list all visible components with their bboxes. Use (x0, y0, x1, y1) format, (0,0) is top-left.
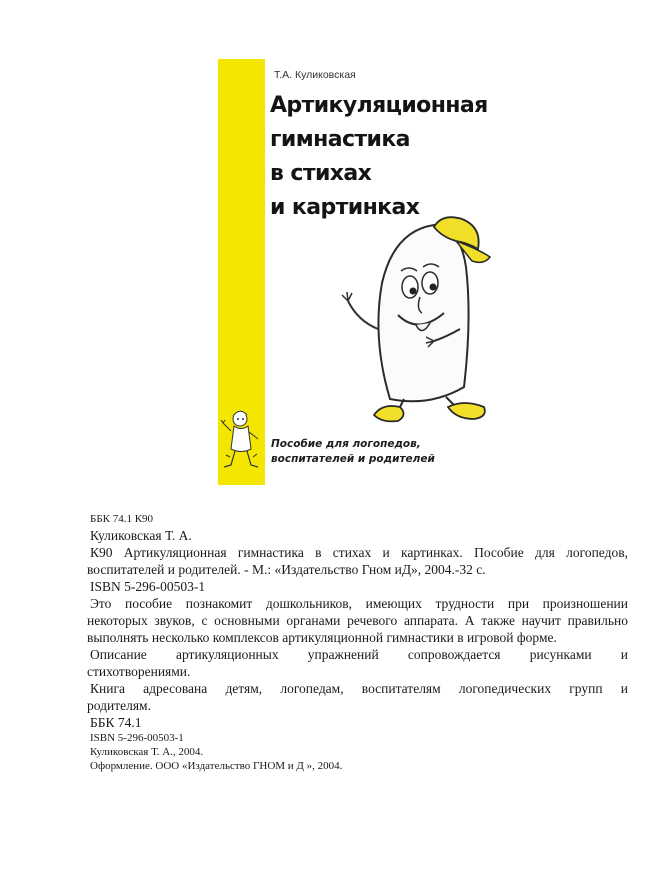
cover-subtitle-line: воспитателей и родителей (271, 453, 435, 465)
book-cover (218, 59, 497, 485)
cover-title-line: гимнастика (270, 127, 410, 152)
copyright-design: Оформление. ООО «Издательство ГНОМ и Д », 2004. (90, 760, 343, 772)
annotation-line: некоторых звуков, с основными органами речевого аппарата. А также научит правильно (87, 613, 628, 628)
bibliographic-record (87, 512, 628, 773)
cover-title-line: Артикуляционная (270, 93, 488, 118)
cover-title-line: в стихах (270, 161, 372, 186)
cover-title-line: и картинках (270, 195, 420, 220)
isbn-footer: ISBN 5-296-00503-1 (90, 732, 184, 744)
annotation-line: родителям. (87, 698, 151, 713)
annotation-line: стихотворениями. (87, 664, 191, 679)
annotation-line: выполнять несколько комплексов артикуляционной гимнастики в игровой форме. (87, 630, 557, 645)
biblio-entry-line: К90 Артикуляционная гимнастика в стихах и картинках. Пособие для логопедов, (90, 545, 628, 560)
isbn-line: ISBN 5-296-00503-1 (90, 579, 206, 594)
small-gnome-figure-illustration (220, 407, 262, 473)
annotation-line: Описание артикуляционных упражнений сопровождается рисунками и (90, 647, 628, 662)
bbk-code: ББК 74.1 (90, 715, 142, 730)
annotation-line: Это пособие познакомит дошкольников, имеющих трудности при произношении (90, 596, 628, 611)
biblio-author: Куликовская Т. А. (90, 528, 192, 543)
bbk-header: ББК 74.1 К90 (90, 513, 154, 525)
cover-subtitle-line: Пособие для логопедов, (271, 438, 421, 450)
biblio-entry-line: воспитателей и родителей. - М.: «Издательство Гном иД», 2004.-32 с. (87, 562, 486, 577)
cover-title (270, 89, 496, 225)
tooth-mascot-illustration (338, 209, 493, 431)
copyright-author: Куликовская Т. А., 2004. (90, 746, 204, 758)
cover-subtitle (271, 437, 493, 467)
cover-author: Т.А. Куликовская (274, 69, 356, 81)
annotation-line: Книга адресована детям, логопедам, воспитателям логопедических групп и (90, 681, 628, 696)
